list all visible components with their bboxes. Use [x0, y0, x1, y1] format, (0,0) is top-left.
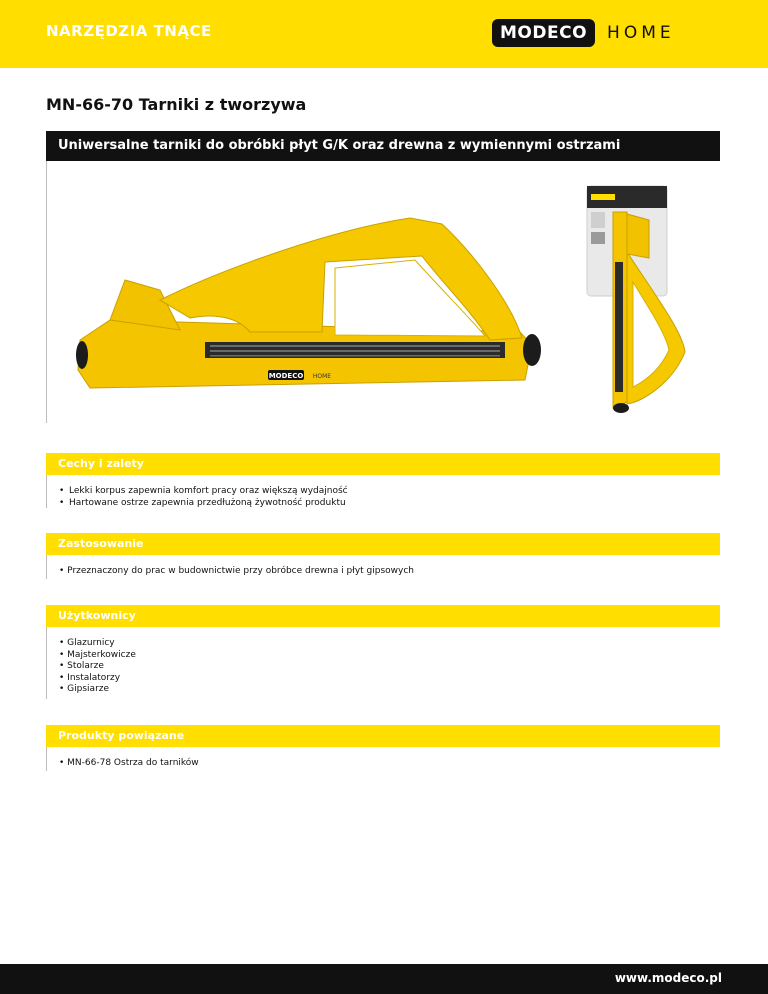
- section-users-header: [46, 605, 720, 627]
- section-features-header: [46, 453, 720, 475]
- features-list: [59, 486, 348, 509]
- footer-url[interactable]: www.modeco.pl: [614, 971, 722, 985]
- bullet-icon: •: [59, 758, 68, 768]
- bullet-icon: •: [59, 649, 68, 660]
- application-list: [59, 566, 414, 578]
- section-features-title: Cechy i zalety: [58, 457, 144, 470]
- bullet-icon: •: [59, 497, 65, 508]
- bullet-icon: •: [59, 672, 68, 683]
- subtitle-text: Uniwersalne tarniki do obróbki płyt G/K oraz drewna z wymiennymi ostrzami: [58, 138, 621, 153]
- related-product-link[interactable]: MN-66-78 Ostrza do tarników: [67, 758, 199, 768]
- brand-logo: [492, 17, 675, 49]
- list-item: • Instalatorzy: [59, 672, 121, 683]
- section-application-divider: [46, 555, 47, 579]
- section-users-title: Użytkownicy: [58, 609, 136, 622]
- product-image-package: [583, 182, 693, 414]
- section-related-divider: [46, 747, 47, 771]
- section-related-header: [46, 725, 720, 747]
- logo-suffix: HOME: [607, 23, 675, 43]
- section-features-divider: [46, 475, 47, 508]
- image-area-divider: [46, 161, 47, 423]
- users-list: [59, 638, 136, 696]
- logo-brand: MODECO: [492, 19, 595, 47]
- svg-text:MODECO: MODECO: [268, 372, 304, 380]
- bullet-icon: •: [59, 486, 65, 496]
- subtitle-bar: [46, 131, 720, 161]
- list-item: • Gipsiarze: [59, 684, 110, 694]
- list-item: [59, 758, 199, 770]
- header-bar: [0, 0, 768, 68]
- list-item: • Stolarze: [59, 661, 104, 671]
- section-users-divider: [46, 627, 47, 699]
- list-item: • Przeznaczony do prac w budownictwie przy obróbce drewna i płyt gipsowych: [59, 566, 415, 576]
- section-related-title: Produkty powiązane: [58, 729, 185, 742]
- bullet-icon: •: [59, 661, 68, 671]
- bullet-icon: •: [59, 684, 68, 694]
- product-image-rasp: [70, 210, 550, 400]
- list-item: • Lekki korpus zapewnia komfort pracy oraz większą wydajność: [59, 486, 348, 496]
- category-title: NARZĘDZIA TNĄCE: [46, 22, 212, 40]
- list-item: • Majsterkowicze: [59, 649, 136, 660]
- related-list: [59, 758, 199, 770]
- bullet-icon: •: [59, 638, 68, 648]
- product-title: MN-66-70 Tarniki z tworzywa: [46, 95, 307, 114]
- svg-text:HOME: HOME: [312, 373, 332, 380]
- list-item: • Hartowane ostrze zapewnia przedłużoną żywotność produktu: [59, 497, 346, 508]
- footer-bar: [0, 964, 768, 994]
- bullet-icon: •: [59, 566, 68, 576]
- section-application-header: [46, 533, 720, 555]
- section-application-title: Zastosowanie: [58, 537, 144, 550]
- list-item: • Glazurnicy: [59, 638, 115, 648]
